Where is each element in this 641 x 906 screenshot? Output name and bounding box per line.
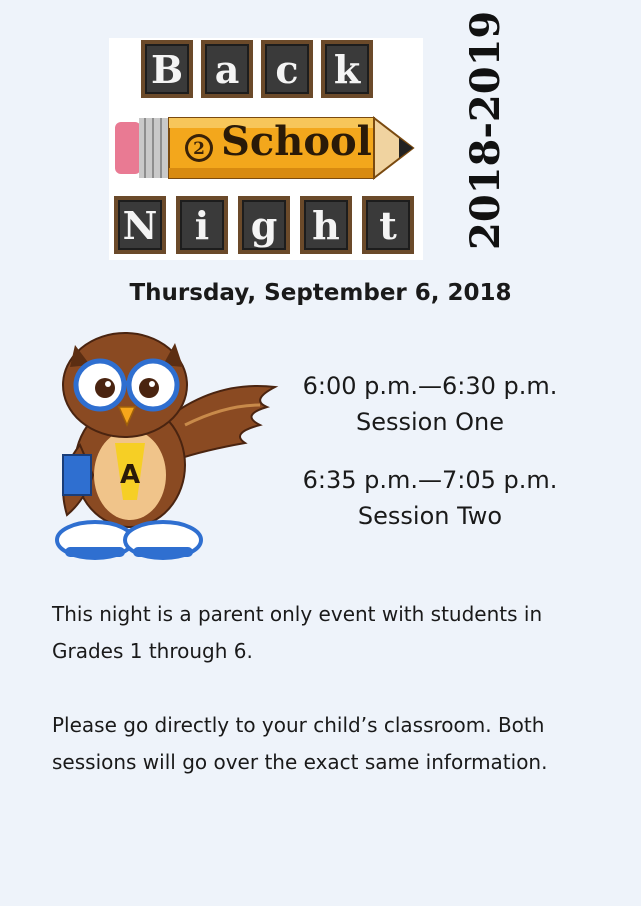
logo-letter-tile: B: [141, 40, 193, 98]
logo-letter-tile: t: [362, 196, 414, 254]
logo-letter-tile: k: [321, 40, 373, 98]
logo-letter-tile: N: [114, 196, 166, 254]
parent-only-notice: This night is a parent only event with students in Grades 1 through 6.: [52, 602, 543, 663]
session-two: [290, 462, 570, 534]
session-time: 6:35 p.m.—7:05 p.m.: [302, 466, 558, 494]
session-time: 6:00 p.m.—6:30 p.m.: [302, 372, 558, 400]
logo-letter-tile: i: [176, 196, 228, 254]
logo-connector: 2: [193, 139, 205, 159]
logo-letter-tile: h: [300, 196, 352, 254]
logo-letter-tile: g: [238, 196, 290, 254]
logo-bottom-word: [114, 196, 424, 254]
owl-mascot-icon: [45, 325, 280, 570]
logo-middle-word: School: [221, 118, 372, 165]
logo-top-word: [141, 40, 381, 98]
session-name: Session Two: [357, 502, 503, 530]
classroom-instructions: Please go directly to your child’s classroom. Both sessions will go over the exact same information.: [52, 713, 548, 774]
event-date: Thursday, September 6, 2018: [129, 280, 512, 306]
school-year: 2018-2019: [462, 10, 509, 250]
session-name: Session One: [355, 408, 505, 436]
logo-letter-tile: a: [201, 40, 253, 98]
svg-text:A: A: [119, 460, 141, 490]
session-one: [290, 368, 570, 440]
logo-letter-tile: c: [261, 40, 313, 98]
back-to-school-night-logo: [109, 38, 423, 260]
